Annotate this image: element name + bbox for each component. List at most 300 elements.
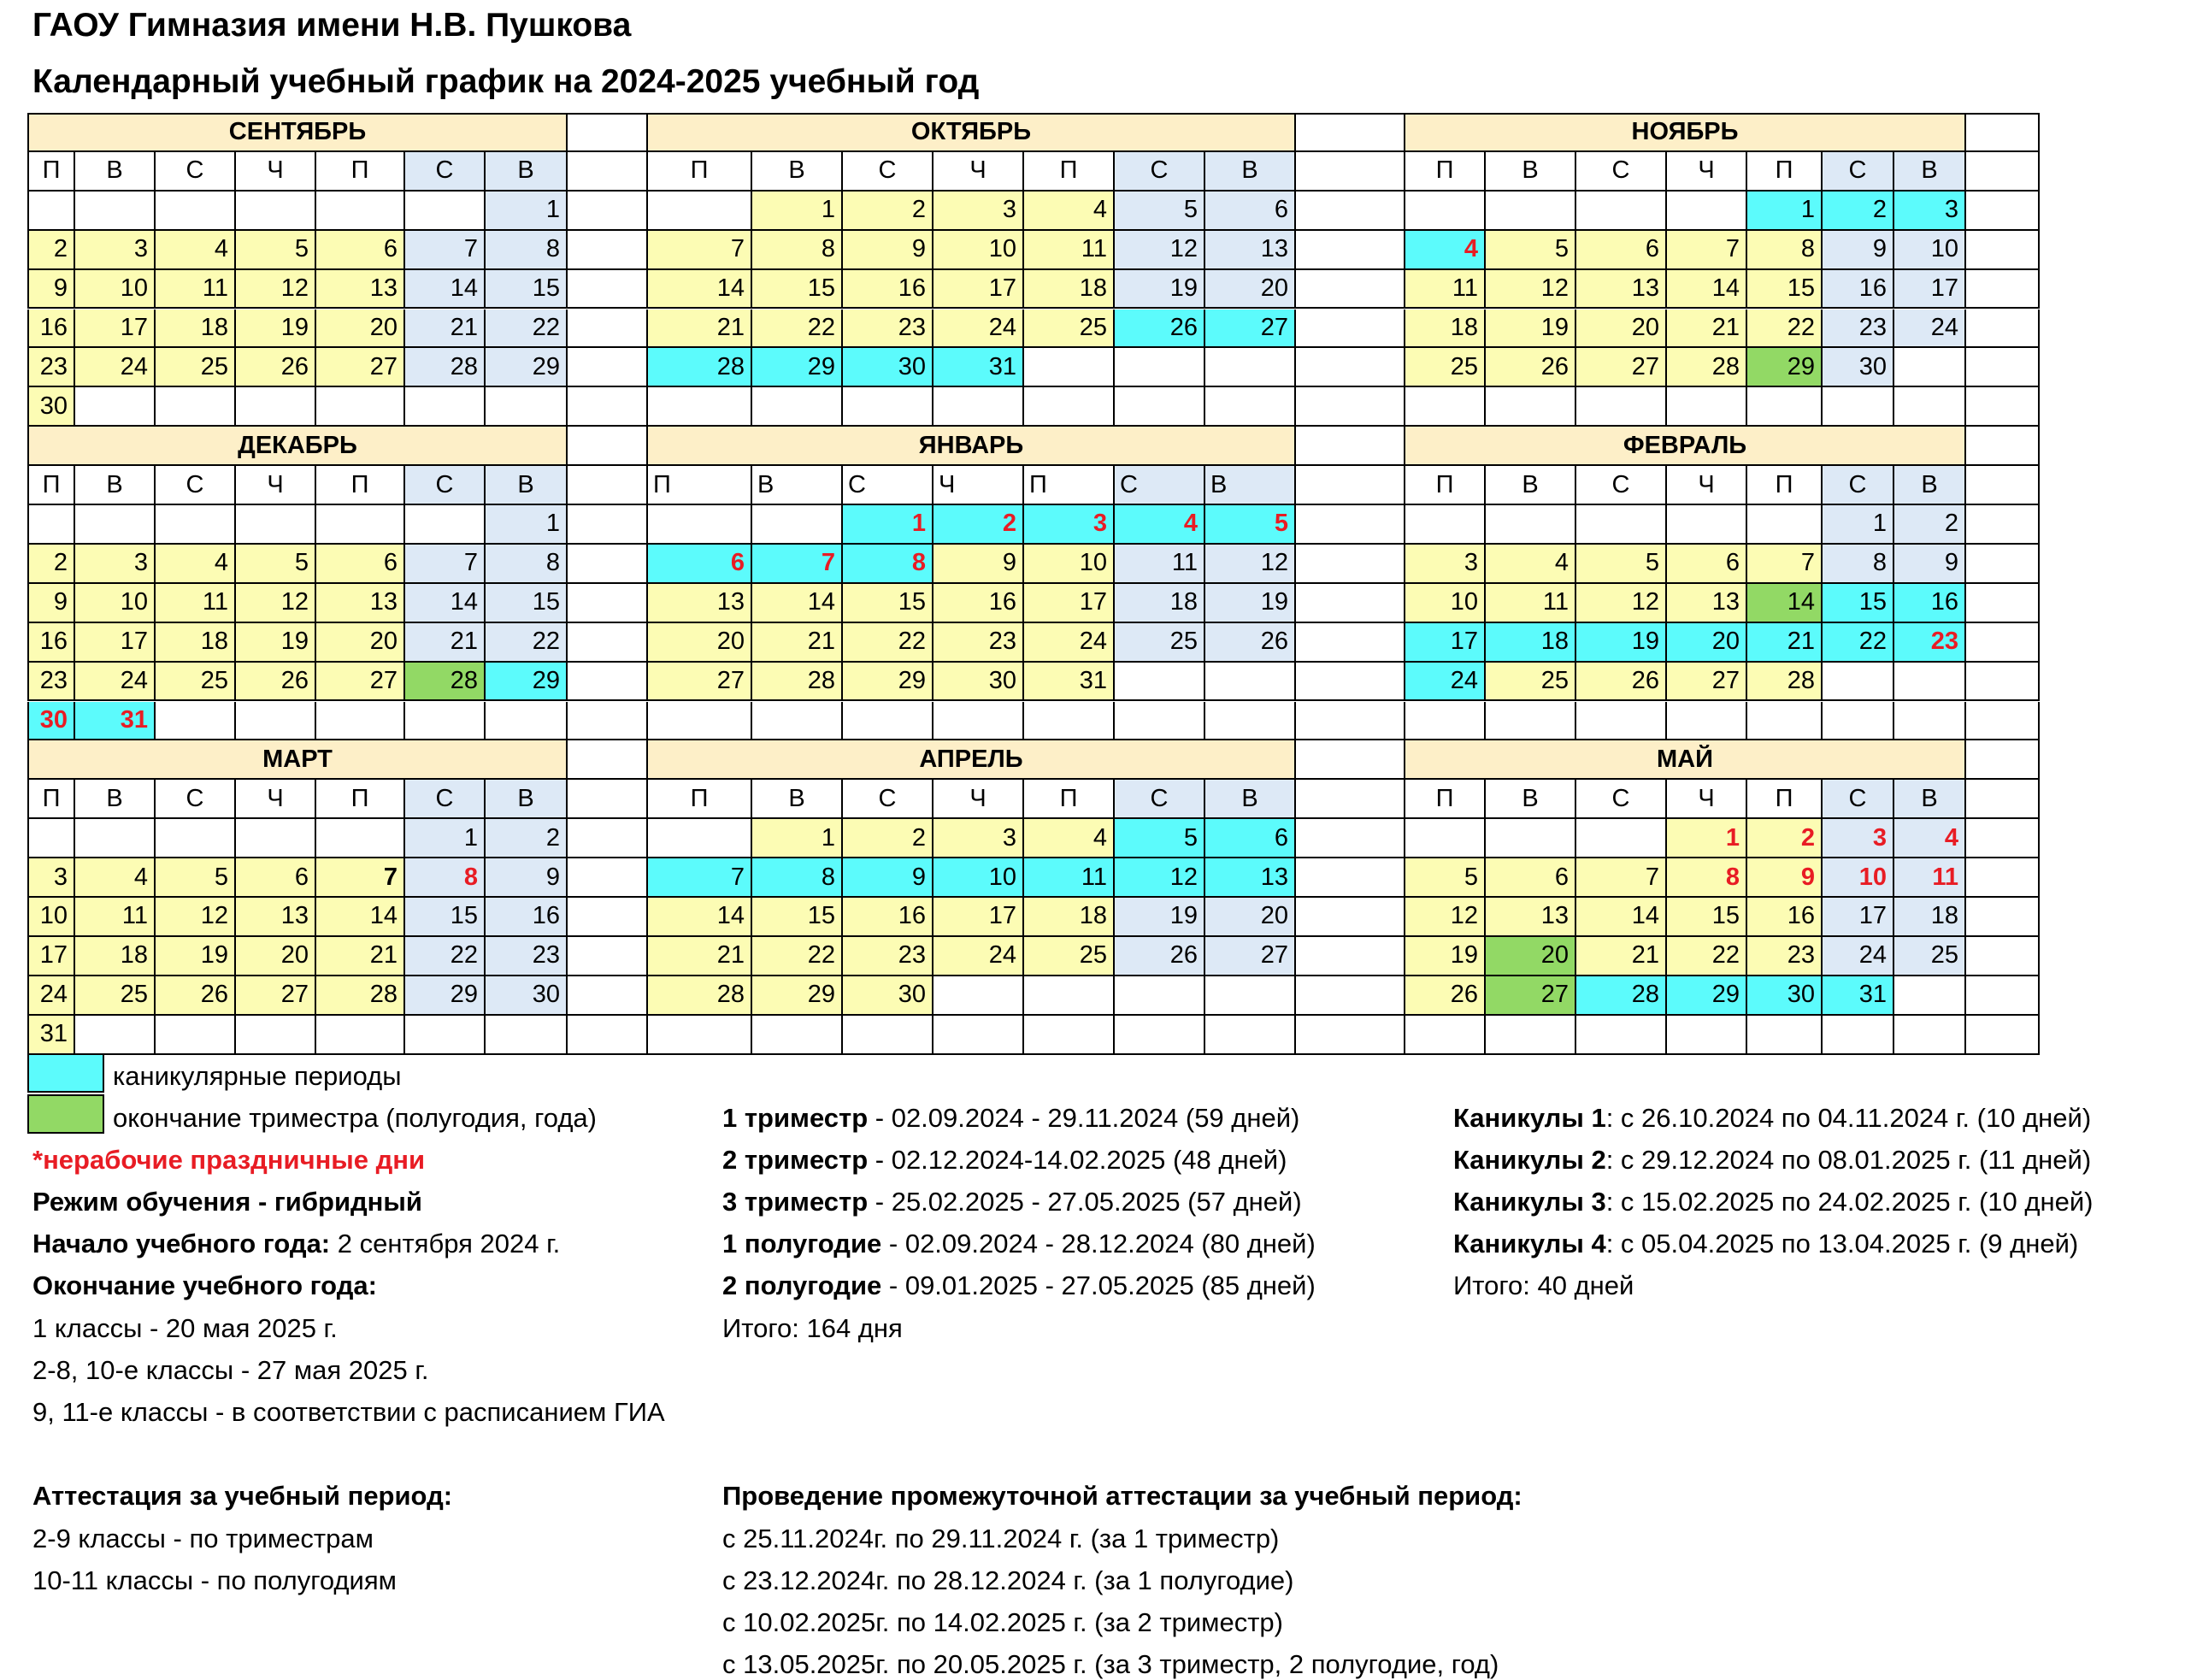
month-header — [27, 427, 568, 466]
day-cell-text: 16 — [39, 313, 68, 341]
spacer-cell — [568, 780, 648, 819]
weekday-header-text: С — [1611, 156, 1630, 185]
day-cell — [843, 348, 933, 387]
day-cell-text: 19 — [280, 628, 309, 656]
day-cell — [1667, 309, 1747, 349]
day-cell — [1115, 505, 1205, 545]
day-cell — [648, 309, 752, 349]
day-cell-text: 18 — [120, 941, 148, 970]
day-cell — [843, 819, 933, 858]
weekday-header — [1486, 152, 1576, 192]
day-cell — [236, 937, 316, 976]
holiday-line — [1453, 1147, 2091, 1173]
empty-cell — [648, 819, 752, 858]
day-cell-text: 20 — [1711, 628, 1740, 656]
empty-cell — [1486, 387, 1576, 427]
term-line — [722, 1147, 1287, 1173]
day-cell-text: 10 — [988, 235, 1016, 263]
empty-cell — [1667, 702, 1747, 741]
day-cell-text: 5 — [294, 549, 309, 577]
day-cell — [1024, 309, 1115, 349]
spacer-cell — [1296, 231, 1405, 270]
weekday-header — [1115, 780, 1205, 819]
day-cell-text: 15 — [1787, 274, 1815, 303]
weekday-header — [75, 780, 156, 819]
term-line — [722, 1230, 1316, 1257]
interim-title: Проведение промежуточной аттестации за учебный период: — [722, 1481, 1522, 1511]
month-header-text: МАРТ — [262, 745, 333, 773]
day-cell — [933, 505, 1024, 545]
day-cell-text: 18 — [200, 628, 228, 656]
weekday-header — [1747, 780, 1823, 819]
day-cell — [1405, 937, 1486, 976]
day-cell — [236, 270, 316, 309]
weekday-header-text: П — [1775, 784, 1793, 812]
day-cell-text: 17 — [988, 274, 1016, 303]
spacer-cell — [1296, 623, 1405, 663]
day-cell — [1747, 623, 1823, 663]
day-cell — [752, 231, 843, 270]
weekday-header — [75, 152, 156, 192]
spacer-cell — [568, 192, 648, 231]
weekday-header — [405, 780, 486, 819]
day-cell — [1024, 545, 1115, 584]
day-cell-text: 1 — [463, 823, 478, 852]
empty-cell — [933, 976, 1024, 1016]
spacer-cell — [568, 466, 648, 505]
empty-cell — [1024, 702, 1115, 741]
day-cell-text: 15 — [807, 274, 835, 303]
spacer-cell — [568, 819, 648, 858]
year-start-value: 2 сентября 2024 г. — [330, 1229, 561, 1259]
day-cell — [1115, 819, 1205, 858]
empty-cell — [843, 702, 933, 741]
day-cell — [1486, 309, 1576, 349]
day-cell-text: 27 — [1260, 941, 1288, 970]
weekday-header-text: П — [1775, 470, 1793, 498]
weekday-header-text: Ч — [969, 784, 986, 812]
weekday-header — [236, 466, 316, 505]
term-label: 2 полугодие — [722, 1270, 882, 1300]
day-cell — [1205, 270, 1296, 309]
day-cell — [486, 898, 568, 937]
weekday-header — [156, 466, 236, 505]
day-cell-text: 6 — [1725, 549, 1740, 577]
day-cell — [1024, 584, 1115, 623]
term-value: - 09.01.2025 - 27.05.2025 (85 дней) — [881, 1270, 1316, 1300]
weekday-header — [316, 152, 405, 192]
day-cell — [752, 270, 843, 309]
day-cell-text: 15 — [532, 274, 560, 303]
weekday-header — [1894, 152, 1966, 192]
day-cell — [1747, 663, 1823, 702]
day-cell-text: 4 — [1183, 510, 1198, 538]
empty-cell — [648, 702, 752, 741]
day-cell — [1747, 898, 1823, 937]
weekday-header — [1823, 466, 1894, 505]
day-cell-text: 2 — [1872, 196, 1887, 224]
day-cell-text: 7 — [1645, 863, 1659, 891]
day-cell — [1205, 505, 1296, 545]
day-cell-text: 11 — [1542, 588, 1569, 616]
empty-cell — [1115, 976, 1205, 1016]
day-cell-text: 24 — [1079, 628, 1107, 656]
spacer-cell — [1296, 584, 1405, 623]
day-cell-text: 1 — [911, 510, 926, 538]
month-header — [648, 113, 1296, 152]
empty-cell — [156, 1016, 236, 1055]
weekday-header-text: С — [878, 156, 897, 185]
holidays-total: Итого: 40 дней — [1453, 1270, 1634, 1300]
day-cell-text: 30 — [1787, 981, 1815, 1009]
empty-cell — [405, 1016, 486, 1055]
day-cell — [1894, 623, 1966, 663]
empty-cell — [1576, 1016, 1667, 1055]
term-end-legend-swatch — [27, 1094, 104, 1134]
spacer-cell — [1296, 545, 1405, 584]
spacer-cell — [568, 976, 648, 1016]
day-cell — [1486, 545, 1576, 584]
day-cell-text: 9 — [53, 274, 68, 303]
year-end-label: Окончание учебного года: — [32, 1270, 377, 1300]
day-cell — [405, 976, 486, 1016]
day-cell-text: 25 — [200, 352, 228, 380]
day-cell — [648, 231, 752, 270]
day-cell — [236, 545, 316, 584]
day-cell — [1576, 231, 1667, 270]
day-cell-text: 3 — [1002, 196, 1016, 224]
day-cell — [752, 976, 843, 1016]
day-cell-text: 9 — [53, 588, 68, 616]
spacer-cell — [568, 427, 648, 466]
weekday-header-text: В — [517, 470, 534, 498]
day-cell-text: 27 — [716, 667, 745, 695]
day-cell-text: 3 — [1944, 196, 1958, 224]
day-cell — [648, 584, 752, 623]
day-cell — [1405, 623, 1486, 663]
spacer-cell — [1296, 348, 1405, 387]
spacer-cell — [1296, 702, 1405, 741]
day-cell-text: 2 — [1800, 823, 1815, 852]
day-cell — [405, 348, 486, 387]
day-cell — [1894, 309, 1966, 349]
day-cell-text: 16 — [532, 902, 560, 930]
empty-cell — [1115, 702, 1205, 741]
weekday-header-text: В — [1921, 470, 1938, 498]
day-cell — [75, 663, 156, 702]
day-cell — [648, 545, 752, 584]
spacer-cell — [1966, 1016, 2040, 1055]
empty-cell — [236, 1016, 316, 1055]
day-cell-text: 20 — [1260, 902, 1288, 930]
weekday-header — [236, 780, 316, 819]
day-cell — [1894, 505, 1966, 545]
weekday-header-text: П — [1435, 784, 1454, 812]
day-cell — [486, 309, 568, 349]
terms-total: Итого: 164 дня — [722, 1313, 903, 1343]
day-cell — [1024, 231, 1115, 270]
holiday-label: Каникулы 2 — [1453, 1145, 1606, 1175]
day-cell-text: 3 — [133, 549, 148, 577]
day-cell-text: 8 — [821, 863, 835, 891]
weekday-header — [486, 466, 568, 505]
day-cell — [75, 270, 156, 309]
day-cell — [405, 270, 486, 309]
weekday-header-text: С — [1611, 470, 1630, 498]
spacer-cell — [1296, 113, 1405, 152]
day-cell — [405, 309, 486, 349]
day-cell-text: 17 — [120, 313, 148, 341]
spacer-cell — [568, 623, 648, 663]
day-cell-text: 15 — [898, 588, 926, 616]
weekday-header — [486, 152, 568, 192]
day-cell-text: 19 — [1540, 313, 1569, 341]
day-cell — [1823, 584, 1894, 623]
spacer-cell — [1966, 702, 2040, 741]
day-cell — [843, 937, 933, 976]
day-cell-text: 22 — [807, 313, 835, 341]
day-cell — [1667, 348, 1747, 387]
day-cell-text: 27 — [1631, 352, 1659, 380]
day-cell-text: 11 — [1081, 235, 1107, 263]
day-cell-text: 3 — [1002, 823, 1016, 852]
day-cell — [1024, 819, 1115, 858]
day-cell — [316, 231, 405, 270]
day-cell-text: 6 — [1645, 235, 1659, 263]
weekday-header-text: С — [1611, 784, 1630, 812]
day-cell — [156, 545, 236, 584]
spacer-cell — [1296, 898, 1405, 937]
day-cell — [486, 663, 568, 702]
weekday-header-text: П — [1435, 156, 1454, 185]
day-cell — [75, 545, 156, 584]
day-cell-text: 26 — [200, 981, 228, 1009]
day-cell-text: 23 — [898, 313, 926, 341]
day-cell — [1205, 192, 1296, 231]
day-cell — [1024, 270, 1115, 309]
day-cell-text: 1 — [1800, 196, 1815, 224]
day-cell — [648, 348, 752, 387]
day-cell-text: 18 — [200, 313, 228, 341]
day-cell — [1823, 819, 1894, 858]
day-cell — [1205, 898, 1296, 937]
day-cell — [236, 858, 316, 898]
weekday-header-text: П — [690, 156, 709, 185]
day-cell — [843, 545, 933, 584]
day-cell-text: 8 — [1872, 549, 1887, 577]
day-cell — [1667, 231, 1747, 270]
spacer-cell — [1966, 819, 2040, 858]
empty-cell — [1405, 1016, 1486, 1055]
weekday-header — [933, 780, 1024, 819]
day-cell — [1894, 231, 1966, 270]
day-cell-text: 8 — [463, 863, 478, 891]
day-cell-text: 24 — [120, 667, 148, 695]
weekday-header-text: В — [1921, 784, 1938, 812]
day-cell-text: 27 — [1711, 667, 1740, 695]
day-cell — [27, 976, 75, 1016]
day-cell — [27, 231, 75, 270]
spacer-cell — [1296, 858, 1405, 898]
day-cell — [27, 663, 75, 702]
attestation-line: 2-9 классы - по триместрам — [32, 1524, 374, 1553]
day-cell — [156, 348, 236, 387]
day-cell — [1405, 976, 1486, 1016]
day-cell — [27, 898, 75, 937]
empty-cell — [1576, 505, 1667, 545]
day-cell — [1205, 309, 1296, 349]
day-cell-text: 5 — [1464, 863, 1478, 891]
weekday-header — [752, 780, 843, 819]
empty-cell — [1894, 1016, 1966, 1055]
day-cell-text: 1 — [1872, 510, 1887, 538]
day-cell — [27, 348, 75, 387]
day-cell-text: 21 — [716, 941, 745, 970]
day-cell — [27, 937, 75, 976]
spacer-cell — [1296, 466, 1405, 505]
weekday-header — [1486, 466, 1576, 505]
day-cell — [1823, 270, 1894, 309]
weekday-header — [843, 466, 933, 505]
weekday-header-text: П — [1059, 784, 1078, 812]
empty-cell — [316, 819, 405, 858]
month-header — [27, 113, 568, 152]
day-cell-text: 10 — [988, 863, 1016, 891]
day-cell — [27, 387, 75, 427]
weekday-header-text: В — [517, 784, 534, 812]
weekday-header — [156, 152, 236, 192]
day-cell-text: 21 — [807, 628, 835, 656]
weekday-header-text: П — [42, 156, 61, 185]
vacation-legend-swatch — [27, 1053, 104, 1093]
day-cell-text: 27 — [280, 981, 309, 1009]
empty-cell — [1115, 1016, 1205, 1055]
weekday-header — [1576, 466, 1667, 505]
day-cell-text: 7 — [1800, 549, 1815, 577]
empty-cell — [27, 192, 75, 231]
day-cell — [1894, 545, 1966, 584]
empty-cell — [1894, 348, 1966, 387]
day-cell — [843, 231, 933, 270]
day-cell-text: 25 — [200, 667, 228, 695]
day-cell-text: 29 — [898, 667, 926, 695]
weekday-header-text: С — [186, 784, 204, 812]
empty-cell — [236, 505, 316, 545]
day-cell — [75, 584, 156, 623]
day-cell-text: 29 — [807, 981, 835, 1009]
empty-cell — [75, 1016, 156, 1055]
day-cell-text: 30 — [39, 392, 68, 420]
empty-cell — [156, 505, 236, 545]
day-cell-text: 24 — [988, 313, 1016, 341]
day-cell — [1205, 819, 1296, 858]
day-cell — [316, 348, 405, 387]
day-cell-text: 21 — [450, 628, 478, 656]
empty-cell — [236, 819, 316, 858]
month-header-text: ФЕВРАЛЬ — [1623, 431, 1747, 459]
day-cell-text: 14 — [716, 274, 745, 303]
day-cell — [1823, 309, 1894, 349]
spacer-cell — [568, 1016, 648, 1055]
day-cell — [843, 270, 933, 309]
day-cell-text: 9 — [1944, 549, 1958, 577]
weekday-header — [933, 152, 1024, 192]
day-cell — [648, 898, 752, 937]
day-cell-text: 7 — [730, 235, 745, 263]
empty-cell — [1894, 663, 1966, 702]
day-cell — [752, 858, 843, 898]
day-cell — [1024, 898, 1115, 937]
day-cell-text: 11 — [1171, 549, 1198, 577]
day-cell-text: 28 — [369, 981, 398, 1009]
empty-cell — [933, 702, 1024, 741]
day-cell — [1115, 623, 1205, 663]
day-cell — [1576, 309, 1667, 349]
empty-cell — [752, 1016, 843, 1055]
day-cell-text: 1 — [545, 510, 560, 538]
empty-cell — [405, 387, 486, 427]
weekday-header — [1667, 152, 1747, 192]
day-cell — [486, 270, 568, 309]
day-cell-text: 20 — [716, 628, 745, 656]
empty-cell — [648, 1016, 752, 1055]
weekday-header-text: П — [350, 470, 369, 498]
day-cell-text: 26 — [1169, 313, 1198, 341]
day-cell — [236, 231, 316, 270]
empty-cell — [486, 387, 568, 427]
weekday-header — [236, 152, 316, 192]
day-cell-text: 19 — [1169, 902, 1198, 930]
day-cell — [1405, 348, 1486, 387]
day-cell-text: 11 — [1452, 274, 1478, 303]
empty-cell — [75, 192, 156, 231]
day-cell — [933, 819, 1024, 858]
holiday-value: : с 05.04.2025 по 13.04.2025 г. (9 дней) — [1605, 1229, 2079, 1259]
day-cell-text: 30 — [898, 981, 926, 1009]
spacer-cell — [568, 505, 648, 545]
day-cell — [1576, 976, 1667, 1016]
day-cell-text: 7 — [383, 863, 398, 891]
weekday-header — [1667, 780, 1747, 819]
day-cell-text: 26 — [280, 352, 309, 380]
weekday-header — [1205, 780, 1296, 819]
empty-cell — [1667, 505, 1747, 545]
month-header — [27, 740, 568, 780]
spacer-cell — [1296, 740, 1405, 780]
day-cell — [1667, 898, 1747, 937]
empty-cell — [316, 1016, 405, 1055]
day-cell-text: 14 — [450, 588, 478, 616]
day-cell — [1823, 192, 1894, 231]
day-cell — [486, 348, 568, 387]
weekday-header — [486, 780, 568, 819]
day-cell — [75, 231, 156, 270]
day-cell — [405, 858, 486, 898]
day-cell — [752, 309, 843, 349]
day-cell-text: 3 — [133, 235, 148, 263]
day-cell-text: 17 — [120, 628, 148, 656]
day-cell-text: 24 — [988, 941, 1016, 970]
weekday-header-text: Ч — [267, 156, 284, 185]
day-cell-text: 14 — [1631, 902, 1659, 930]
calendar-grid — [27, 113, 2079, 1053]
day-cell — [1486, 858, 1576, 898]
empty-cell — [316, 702, 405, 741]
weekday-header-text: В — [1241, 784, 1258, 812]
day-cell-text: 6 — [1554, 863, 1569, 891]
day-cell-text: 12 — [1631, 588, 1659, 616]
day-cell — [1576, 898, 1667, 937]
